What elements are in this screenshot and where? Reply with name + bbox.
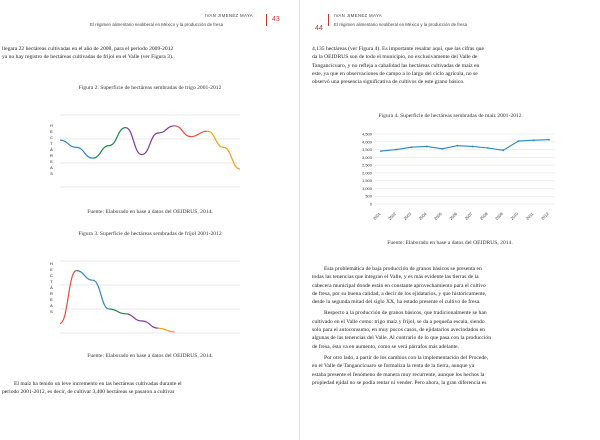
data-point [456,145,458,147]
y-tick-label: 0 [369,201,372,207]
ylabel-letter: Á [50,285,53,290]
x-tick-label: 2010 [509,211,520,222]
y-tick-label: 3,500 [361,147,372,153]
right-body-text [312,265,592,387]
figure4-svg [345,128,565,228]
series-line-segment [126,314,159,328]
text-line: de fresa, por su buena calidad, a decir de los ejidatarios, y que históricamente, [312,290,487,297]
series-line-segment [93,128,126,159]
text-line: ya no hay registro de hectáreas cultivadas de frijol en el Valle (ver Figura 3). [2,54,174,61]
y-tick-label: 500 [365,193,372,199]
y-tick-label: 2,000 [361,170,372,176]
ylabel-letter: H [50,261,53,266]
text-line: de fresa, ésta va en aumento, como se verá párrafos más adelante. [312,343,459,350]
data-point [426,146,428,148]
text-line: Esta problemática de baja producción de granos básicos se presenta en [324,266,482,272]
data-point [502,149,504,151]
figure3-chart [45,247,245,347]
left-header-divider [266,14,267,26]
text-line: Tangancícuaro, y no refleja a cabalidad las hectáreas cultivadas de maíz en [312,62,480,69]
text-line: periodo 2001-2012, es decir, de cultivar 3,400 hectáreas se pasaron a cultivar [2,389,175,396]
text-line: todas las tenencias que integran el Valle, y es más evidente las tierras de la [312,274,479,281]
x-tick-label: 2003 [402,211,413,222]
text-line: este, ya que en observaciones de campo a lo largo del ciclo agrícola, no se [312,70,478,77]
ylabel-letter: A [50,303,53,308]
ylabel-letter: S [50,171,53,176]
x-tick-label: 2009 [494,211,504,222]
ylabel-letter: E [50,297,53,302]
left-top-text [2,45,287,62]
figure3-ylabel [49,261,54,315]
ylabel-letter: R [50,153,53,158]
figure2-ylabel [49,123,54,177]
x-tick-label: 2011 [524,211,535,221]
ylabel-letter: C [50,135,53,140]
y-tick-label: 2,500 [361,162,372,168]
x-tick-label: 2001 [371,211,382,222]
y-tick-label: 3,000 [361,154,372,160]
series-line-segment [76,271,109,309]
series-line-segment [60,140,93,158]
series-line-segment [207,131,240,169]
series-line-segment [175,126,208,137]
figure3-source: Fuente: Elaborado en base a datos del OEIDRUS, 2014. [87,353,213,359]
y-tick-label: 1,000 [361,185,372,191]
text-line: Por otro lado, a partir de los cambios con la implementación del Procede, [324,354,489,361]
data-point [533,139,535,141]
text-line: desde la segunda mitad del siglo XX, ha estado presente el cultivo de fresa. [312,299,481,306]
left-header-title: El régimen alimentario neoliberal en México y la producción de fresa [90,22,224,27]
ylabel-letter: T [50,279,53,284]
data-point [487,147,489,149]
figure3-svg [45,247,245,347]
figure4-source: Fuente: Elaborado en base a datos del OEIDRUS, 2014. [387,240,513,246]
data-point [548,139,550,141]
y-tick-label: 4,000 [361,139,372,145]
text-line: algunas de las tenencias del Valle. Al contrario de lo que pasa con la producción [312,335,491,342]
text-line: El maíz ha tenido un leve incremento en las hectáreas cultivadas durante el [14,381,182,387]
data-point [395,149,397,151]
x-tick-label: 2008 [478,211,489,222]
ylabel-letter: E [50,267,53,272]
text-line: cabecera municipal donde están en constante aprovechamiento para el cultivo [312,282,486,289]
x-tick-label: 2012 [539,211,550,222]
ylabel-letter: H [50,123,53,128]
data-point [411,146,413,148]
text-line: Respecto a la producción de granos básicos, que tradicionalmente se han [324,310,487,317]
ylabel-letter: R [50,291,53,296]
right-page [300,0,600,440]
right-header-author: IVAN JIMENEZ MAYA [334,13,383,18]
left-bottom-text [2,380,292,397]
text-line: propiedad ejidal no se podía rentar ni vender. Pero ahora, la gran diferencia es [312,379,487,386]
x-tick-label: 2007 [463,211,474,222]
series-line-segment [60,271,76,324]
x-tick-label: 2006 [448,211,459,222]
figure3-caption: Figura 3. Superficie de hectáreas sembradas de frijol 2001-2012 [78,231,222,237]
ylabel-letter: E [50,129,53,134]
right-header-divider [328,14,329,26]
figure4-caption: Figura 4. Superficie de hectáreas sembradas de maíz 2001-2012 [378,113,522,119]
data-point [380,150,382,152]
ylabel-letter: E [50,159,53,164]
y-tick-label: 1,500 [361,178,372,184]
text-line: llegara 22 hectáreas cultivadas en el año de 2008, para el periodo 2009-2012 [2,46,174,52]
data-point [472,146,474,148]
x-tick-label: 2005 [432,211,443,222]
series-line-segment [158,328,174,332]
text-line: observó una presencia significativa de cultivos de este grano básico. [312,79,465,86]
right-header-title: El régimen alimentario neoliberal en México y la producción de fresa [334,22,468,27]
series-line-segment [126,126,175,155]
ylabel-letter: A [50,165,53,170]
ylabel-letter: C [50,273,53,278]
x-tick-label: 2002 [387,211,397,222]
series-line-segment [109,309,125,314]
y-tick-label: 4,500 [361,131,372,137]
figure2-svg [45,103,245,203]
figure4-chart [345,128,565,228]
ylabel-letter: T [50,141,53,146]
right-top-text [312,45,592,86]
ylabel-letter: Á [50,147,53,152]
text-line: estaba presente el fenómeno de manera muy recurrente, aunque los hechos la [312,371,485,378]
x-tick-label: 2004 [417,211,428,222]
data-point [518,140,520,142]
text-line: cultivado en el Valle como: trigo maíz y frijol, se da a pequeña escala, siendo [312,318,485,325]
figure2-source: Fuente: Elaborado en base a datos del OEIDRUS, 2014. [87,209,213,215]
ylabel-letter: S [50,309,53,314]
text-line: solo para el autoconsumo, en muy pocos casos, de ejidatarios avecindados en [312,327,485,334]
right-page-number: 44 [315,25,323,32]
data-point [441,148,443,150]
left-header-author: IVAN JIMENEZ MAYA [205,13,254,18]
left-page-number: 43 [272,16,280,23]
figure2-chart [45,103,245,203]
text-line: da la OEIDRUS son de todo el municipio, no exclusivamente del Valle de [312,54,478,61]
text-line: en el Valle de Tangancícuaro se formaliza la renta de la tierra, aunque ya [312,363,475,370]
text-line: 4,135 hectáreas (ver Figura 4). Es importante resaltar aquí, que las cifras que [312,46,484,52]
figure2-caption: Figura 2. Superficie de hectáreas sembradas de trigo 2001-2012 [78,85,222,91]
